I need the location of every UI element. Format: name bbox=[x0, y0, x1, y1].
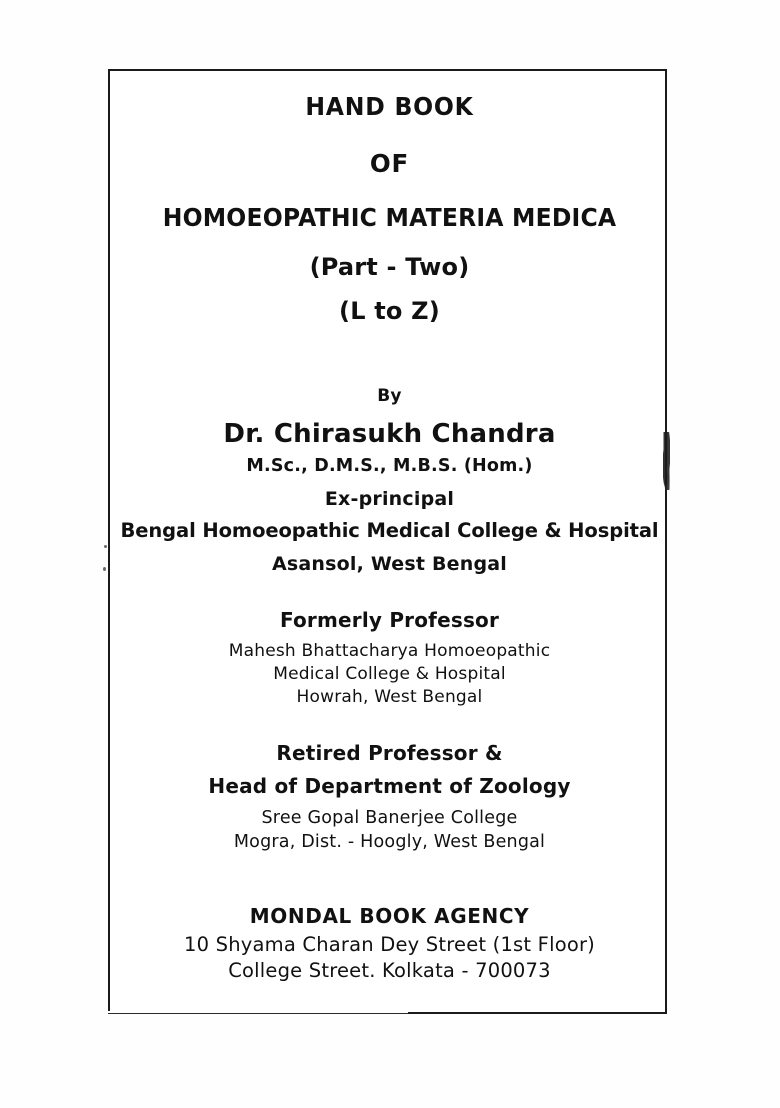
author-degrees: M.Sc., D.M.S., M.B.S. (Hom.) bbox=[246, 456, 533, 476]
book-title-line-main: HOMOEOPATHIC MATERIA MEDICA bbox=[162, 203, 617, 232]
formerly-role: Formerly Professor bbox=[279, 608, 500, 632]
author-name: Dr. Chirasukh Chandra bbox=[223, 419, 556, 449]
publisher-address-line-2: College Street. Kolkata - 700073 bbox=[228, 959, 551, 982]
formerly-institution-line-1: Mahesh Bhattacharya Homoeopathic bbox=[228, 641, 551, 661]
scan-smudge-artifact bbox=[663, 432, 670, 490]
author-institution-place: Asansol, West Bengal bbox=[271, 553, 508, 575]
book-alphabet-range: (L to Z) bbox=[339, 297, 440, 325]
by-label: By bbox=[377, 386, 402, 406]
scan-speck bbox=[103, 567, 106, 571]
formerly-institution-place: Howrah, West Bengal bbox=[296, 687, 483, 707]
retired-institution-place: Mogra, Dist. - Hoogly, West Bengal bbox=[233, 832, 546, 852]
publisher-address-line-1: 10 Shyama Charan Dey Street (1st Floor) bbox=[184, 933, 595, 956]
scan-speck bbox=[104, 545, 107, 548]
publisher-name: MONDAL BOOK AGENCY bbox=[249, 904, 530, 928]
formerly-institution-line-2: Medical College & Hospital bbox=[273, 664, 506, 684]
title-page-border bbox=[108, 69, 667, 1014]
book-title-line-1: HAND BOOK bbox=[305, 92, 474, 121]
book-part-label: (Part - Two) bbox=[309, 253, 470, 281]
retired-institution: Sree Gopal Banerjee College bbox=[261, 808, 518, 828]
book-title-line-of: OF bbox=[369, 149, 410, 178]
author-role: Ex-principal bbox=[324, 488, 455, 510]
retired-role-line-1: Retired Professor & bbox=[276, 741, 503, 765]
author-institution: Bengal Homoeopathic Medical College & Hospital bbox=[120, 519, 659, 542]
retired-role-line-2: Head of Department of Zoology bbox=[208, 774, 571, 798]
